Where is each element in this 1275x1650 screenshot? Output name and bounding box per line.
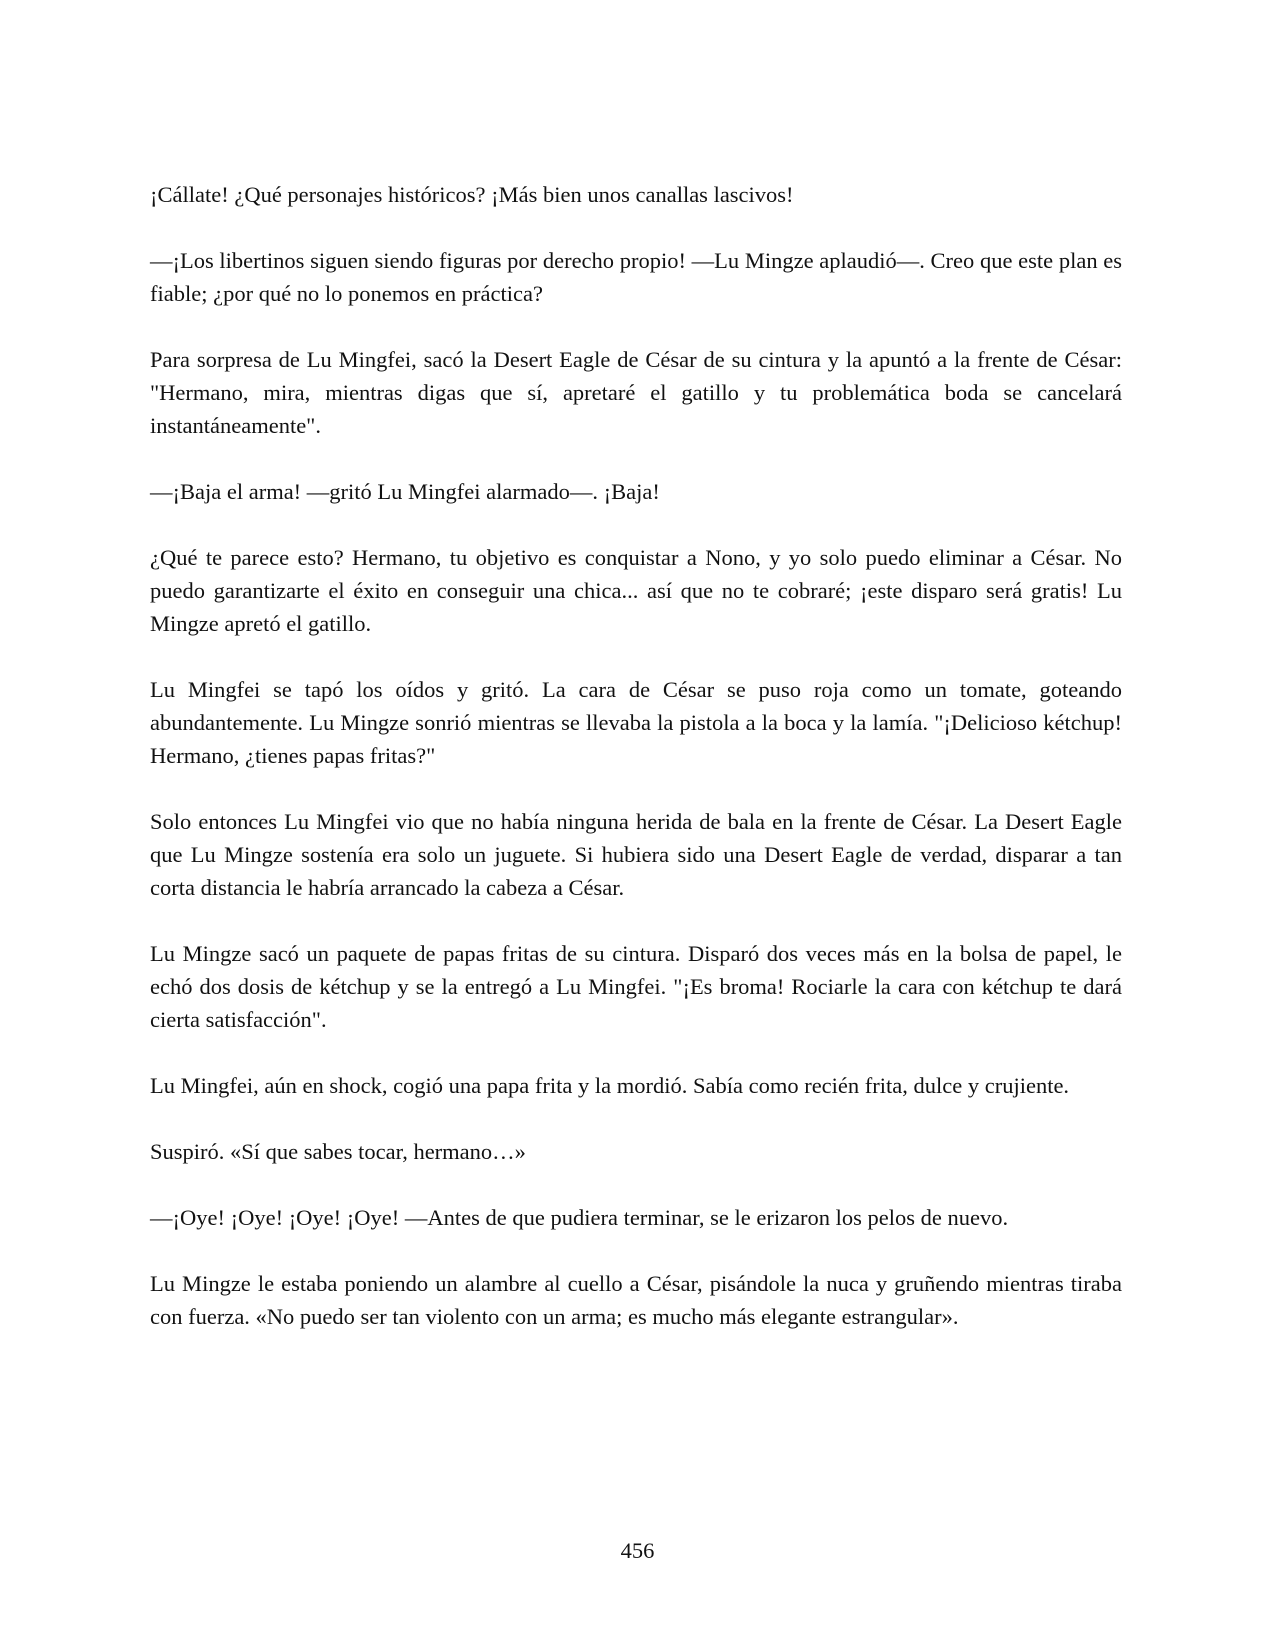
body-text xyxy=(150,178,1122,1366)
paragraph: Lu Mingze sacó un paquete de papas fritas de su cintura. Disparó dos veces más en la bolsa de papel, le echó dos dosis de kétchup y se la entregó a Lu Mingfei. "¡Es broma! Rociarle la cara con kétchup te dará cierta satisfacción". xyxy=(150,941,1122,1032)
paragraph: Suspiró. «Sí que sabes tocar, hermano…» xyxy=(150,1139,526,1164)
paragraph: Para sorpresa de Lu Mingfei, sacó la Desert Eagle de César de su cintura y la apuntó a la frente de César: "Hermano, mira, mientras digas que sí, apretaré el gatillo y tu problemática boda se cancelará instantáneamente". xyxy=(150,347,1122,438)
paragraph: —¡Baja el arma! —gritó Lu Mingfei alarmado—. ¡Baja! xyxy=(150,479,660,504)
paragraph: ¡Cállate! ¿Qué personajes históricos? ¡Más bien unos canallas lascivos! xyxy=(150,182,794,207)
paragraph: —¡Los libertinos siguen siendo figuras por derecho propio! —Lu Mingze aplaudió—. Creo que este plan es fiable; ¿por qué no lo ponemos en práctica? xyxy=(150,248,1122,306)
paragraph: —¡Oye! ¡Oye! ¡Oye! ¡Oye! —Antes de que pudiera terminar, se le erizaron los pelos de nuevo. xyxy=(150,1205,1009,1230)
paragraph: Lu Mingfei se tapó los oídos y gritó. La cara de César se puso roja como un tomate, goteando abundantemente. Lu Mingze sonrió mientras se llevaba la pistola a la boca y la lamía. "¡Delicioso kétchup! Hermano, ¿tienes papas fritas?" xyxy=(150,677,1122,768)
paragraph: ¿Qué te parece esto? Hermano, tu objetivo es conquistar a Nono, y yo solo puedo eliminar a César. No puedo garantizarte el éxito en conseguir una chica... así que no te cobraré; ¡este disparo será gratis! Lu Mingze apretó el gatillo. xyxy=(150,545,1122,636)
page-number: 456 xyxy=(620,1538,655,1563)
paragraph: Lu Mingfei, aún en shock, cogió una papa frita y la mordió. Sabía como recién frita, dulce y crujiente. xyxy=(150,1073,1070,1098)
paragraph: Solo entonces Lu Mingfei vio que no había ninguna herida de bala en la frente de César. La Desert Eagle que Lu Mingze sostenía era solo un juguete. Si hubiera sido una Desert Eagle de verdad, disparar a tan corta distancia le habría arrancado la cabeza a César. xyxy=(150,809,1122,900)
paragraph: Lu Mingze le estaba poniendo un alambre al cuello a César, pisándole la nuca y gruñendo mientras tiraba con fuerza. «No puedo ser tan violento con un arma; es mucho más elegante estrangular». xyxy=(150,1271,1122,1329)
